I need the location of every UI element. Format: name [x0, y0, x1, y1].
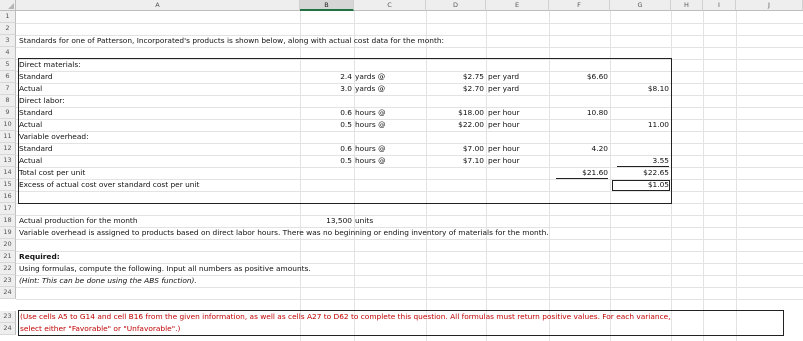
label-dl-actual[interactable]: Actual: [19, 120, 43, 129]
row-header[interactable]: 22: [0, 263, 16, 275]
gridline: [16, 299, 803, 300]
red-note-line1[interactable]: (Use cells A5 to G14 and cell B16 from the given information, as well as cells A27 to D62 to complete this question. All formulas must return positive values. For each variance,: [20, 312, 671, 321]
unit-dl-standard: hours @: [355, 108, 386, 117]
row-header[interactable]: 24: [0, 287, 16, 299]
row-header[interactable]: 5: [0, 59, 16, 71]
cost-dm-standard[interactable]: $6.60: [586, 72, 608, 81]
priceunit-vo-standard: per hour: [488, 144, 520, 153]
unit-dm-standard: yards @: [355, 72, 386, 81]
red-note-line2[interactable]: select either "Favorable" or "Unfavorable".): [20, 324, 181, 333]
row-header[interactable]: 8: [0, 95, 16, 107]
label-dm-actual[interactable]: Actual: [19, 84, 43, 93]
column-header-c[interactable]: C: [354, 0, 426, 11]
column-header-i[interactable]: I: [703, 0, 736, 11]
column-header-a[interactable]: A: [16, 0, 300, 11]
overhead-note[interactable]: Variable overhead is assigned to products based on direct labor hours. There was no beginning or ending inventory of materials for the month.: [19, 228, 549, 237]
row-header[interactable]: 21: [0, 251, 16, 263]
intro-text[interactable]: Standards for one of Patterson, Incorporated's products is shown below, along with actual cost data for the month:: [19, 36, 445, 45]
column-header-h[interactable]: H: [671, 0, 703, 11]
priceunit-dm-standard: per yard: [488, 72, 520, 81]
hint-text[interactable]: (Hint: This can be done using the ABS function).: [19, 276, 197, 285]
row-header[interactable]: 10: [0, 119, 16, 131]
gridline: [16, 239, 803, 240]
row-header[interactable]: 14: [0, 167, 16, 179]
total-actual-cost[interactable]: $22.65: [643, 168, 669, 177]
label-direct-labor[interactable]: Direct labor:: [19, 96, 65, 105]
row-header[interactable]: 11: [0, 131, 16, 143]
required-heading[interactable]: Required:: [19, 252, 60, 261]
qty-vo-standard[interactable]: 0.6: [340, 144, 352, 153]
priceunit-dl-standard: per hour: [488, 108, 520, 117]
column-header-g[interactable]: G: [610, 0, 671, 11]
label-variable-overhead[interactable]: Variable overhead:: [19, 132, 89, 141]
column-header-e[interactable]: E: [486, 0, 549, 11]
unit-vo-actual: hours @: [355, 156, 386, 165]
total-standard-cost[interactable]: $21.60: [582, 168, 608, 177]
price-dm-actual[interactable]: $2.70: [462, 84, 484, 93]
priceunit-dl-actual: per hour: [488, 120, 520, 129]
price-vo-standard[interactable]: $7.00: [462, 144, 484, 153]
label-dm-standard[interactable]: Standard: [19, 72, 53, 81]
row-header[interactable]: 9: [0, 107, 16, 119]
unit-vo-standard: hours @: [355, 144, 386, 153]
row-header[interactable]: 2: [0, 23, 16, 35]
label-total-cost[interactable]: Total cost per unit: [19, 168, 86, 177]
row-header[interactable]: 20: [0, 239, 16, 251]
row-header[interactable]: 7: [0, 83, 16, 95]
label-direct-materials[interactable]: Direct materials:: [19, 60, 81, 69]
column-header-b[interactable]: B: [300, 0, 354, 11]
row-header[interactable]: 19: [0, 227, 16, 239]
gridline: [16, 251, 803, 252]
cost-dm-actual[interactable]: $8.10: [647, 84, 669, 93]
row-header[interactable]: 17: [0, 203, 16, 215]
priceunit-vo-actual: per hour: [488, 156, 520, 165]
gridline: [16, 287, 803, 288]
qty-dl-actual[interactable]: 0.5: [340, 120, 352, 129]
column-header-f[interactable]: F: [549, 0, 610, 11]
label-vo-standard[interactable]: Standard: [19, 144, 53, 153]
unit-dm-actual: yards @: [355, 84, 386, 93]
cost-dl-standard[interactable]: 10.80: [586, 108, 608, 117]
actual-production-unit-label: units: [355, 216, 374, 225]
price-dl-standard[interactable]: $18.00: [458, 108, 484, 117]
actual-production-units[interactable]: 13,500: [326, 216, 352, 225]
select-all-corner[interactable]: [0, 0, 16, 11]
priceunit-dm-actual: per yard: [488, 84, 520, 93]
gridline: [736, 11, 737, 341]
label-excess-cost[interactable]: Excess of actual cost over standard cost per unit: [19, 180, 200, 189]
unit-dl-actual: hours @: [355, 120, 386, 129]
price-dl-actual[interactable]: $22.00: [458, 120, 484, 129]
row-header[interactable]: 13: [0, 155, 16, 167]
gridline: [16, 23, 803, 24]
cost-vo-actual[interactable]: 3.55: [652, 156, 669, 165]
cost-dl-actual[interactable]: 11.00: [647, 120, 669, 129]
row-header[interactable]: 24: [0, 323, 16, 335]
row-header[interactable]: 1: [0, 11, 16, 23]
row-header[interactable]: 18: [0, 215, 16, 227]
qty-vo-actual[interactable]: 0.5: [340, 156, 352, 165]
gridline: [16, 47, 803, 48]
label-dl-standard[interactable]: Standard: [19, 108, 53, 117]
instructions-text[interactable]: Using formulas, compute the following. Input all numbers as positive amounts.: [19, 264, 311, 273]
row-header[interactable]: 16: [0, 191, 16, 203]
row-header[interactable]: 6: [0, 71, 16, 83]
row-header[interactable]: 4: [0, 47, 16, 59]
cost-vo-standard[interactable]: 4.20: [591, 144, 608, 153]
price-dm-standard[interactable]: $2.75: [462, 72, 484, 81]
row-header[interactable]: 15: [0, 179, 16, 191]
row-header[interactable]: 3: [0, 35, 16, 47]
label-vo-actual[interactable]: Actual: [19, 156, 43, 165]
row-header[interactable]: 23: [0, 275, 16, 287]
excess-cost-value[interactable]: $1.05: [647, 180, 669, 189]
row-header[interactable]: 23: [0, 311, 16, 323]
row-header[interactable]: 12: [0, 143, 16, 155]
qty-dm-actual[interactable]: 3.0: [340, 84, 352, 93]
qty-dl-standard[interactable]: 0.6: [340, 108, 352, 117]
label-actual-production[interactable]: Actual production for the month: [19, 216, 138, 225]
price-vo-actual[interactable]: $7.10: [462, 156, 484, 165]
column-header-j[interactable]: J: [736, 0, 803, 11]
column-header-d[interactable]: D: [426, 0, 486, 11]
gridline: [703, 11, 704, 341]
qty-dm-standard[interactable]: 2.4: [340, 72, 352, 81]
